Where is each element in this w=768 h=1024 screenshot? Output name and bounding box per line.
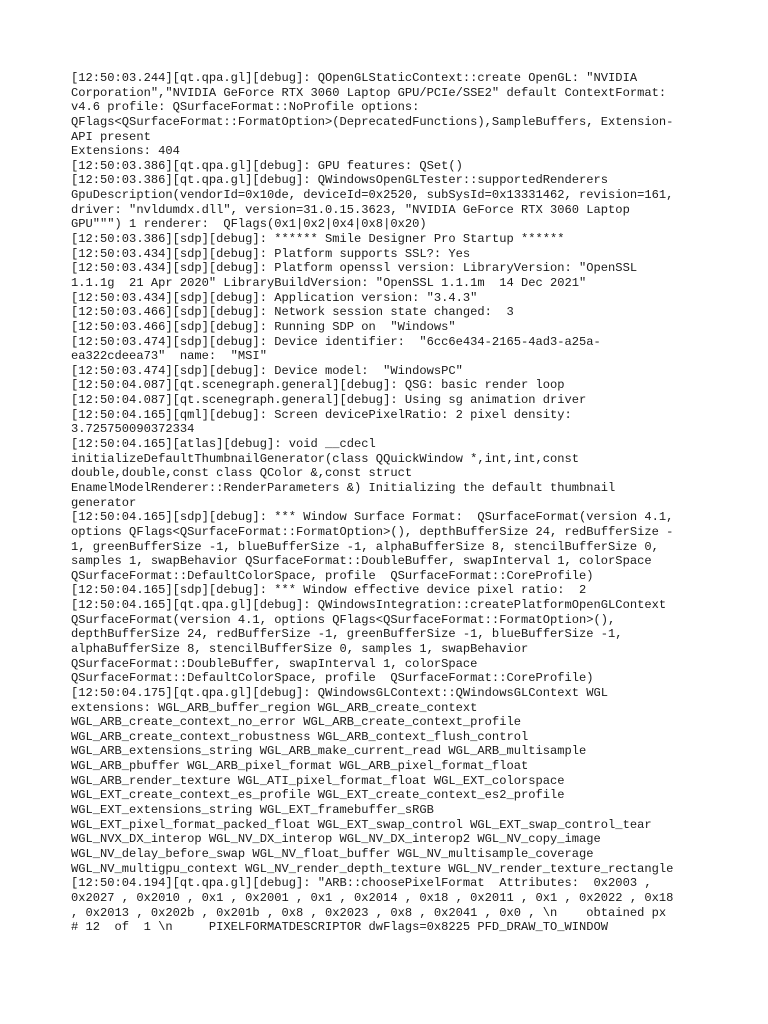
log-line: [12:50:03.474][sdp][debug]: Device identifier: "6cc6e434-2165-4ad3-a25a- — [71, 334, 601, 349]
log-line: [12:50:03.244][qt.qpa.gl][debug]: QOpenGLStaticContext::create OpenGL: "NVIDIA — [71, 71, 638, 85]
log-line: [12:50:03.386][qt.qpa.gl][debug]: GPU features: QSet() — [71, 158, 463, 173]
log-line: , 0x2013 , 0x202b , 0x201b , 0x8 , 0x2023 , 0x8 , 0x2041 , 0x0 , \n obtained px — [71, 905, 667, 920]
log-line: [12:50:04.165][sdp][debug]: *** Window effective device pixel ratio: 2 — [71, 583, 587, 598]
log-line: [12:50:03.386][sdp][debug]: ****** Smile Designer Pro Startup ****** — [71, 232, 565, 247]
debug-log-text — [71, 71, 711, 935]
log-line: WGL_ARB_render_texture WGL_ATI_pixel_format_float WGL_EXT_colorspace — [71, 773, 565, 788]
log-line: EnamelModelRenderer::RenderParameters &) Initializing the default thumbnail — [71, 480, 616, 495]
log-line: QSurfaceFormat::DoubleBuffer, swapInterval 1, colorSpace — [71, 656, 478, 671]
log-line: Extensions: 404 — [71, 144, 180, 159]
log-line: initializeDefaultThumbnailGenerator(class QQuickWindow *,int,int,const — [71, 451, 580, 466]
log-line: WGL_EXT_extensions_string WGL_EXT_framebuffer_sRGB — [71, 803, 434, 818]
log-line: WGL_NV_delay_before_swap WGL_NV_float_buffer WGL_NV_multisample_coverage — [71, 846, 594, 861]
log-line: [12:50:03.434][sdp][debug]: Application version: "3.4.3" — [71, 290, 478, 305]
log-line: [12:50:04.175][qt.qpa.gl][debug]: QWindowsGLContext::QWindowsGLContext WGL — [71, 685, 609, 700]
log-line: v4.6 profile: QSurfaceFormat::NoProfile options: — [71, 100, 420, 115]
log-line: QFlags<QSurfaceFormat::FormatOption>(DeprecatedFunctions),SampleBuffers, Extension- — [71, 114, 674, 129]
log-line: extensions: WGL_ARB_buffer_region WGL_ARB_create_context — [71, 700, 478, 715]
log-line: generator — [71, 495, 137, 510]
log-line: WGL_NVX_DX_interop WGL_NV_DX_interop WGL_NV_DX_interop2 WGL_NV_copy_image — [71, 832, 601, 847]
log-line: GPU""") 1 renderer: QFlags(0x1|0x2|0x4|0x8|0x20) — [71, 217, 427, 232]
log-line: QSurfaceFormat(version 4.1, options QFlags<QSurfaceFormat::FormatOption>(), — [71, 612, 616, 627]
log-line: [12:50:04.165][qml][debug]: Screen devicePixelRatio: 2 pixel density: — [71, 407, 572, 422]
log-line: WGL_EXT_create_context_es_profile WGL_EXT_create_context_es2_profile — [71, 788, 565, 803]
log-line: Corporation","NVIDIA GeForce RTX 3060 Laptop GPU/PCIe/SSE2" default ContextFormat: — [71, 85, 667, 100]
log-line: GpuDescription(vendorId=0x10de, deviceId=0x2520, subSysId=0x13331462, revision=161, — [71, 188, 674, 203]
log-line: [12:50:03.434][sdp][debug]: Platform openssl version: LibraryVersion: "OpenSSL — [71, 261, 638, 276]
log-line: samples 1, swapBehavior QSurfaceFormat::DoubleBuffer, swapInterval 1, colorSpace — [71, 554, 652, 569]
log-line: WGL_ARB_create_context_no_error WGL_ARB_create_context_profile — [71, 715, 521, 730]
log-line: [12:50:04.165][qt.qpa.gl][debug]: QWindowsIntegration::createPlatformOpenGLContext — [71, 598, 667, 613]
log-line: WGL_EXT_pixel_format_packed_float WGL_EXT_swap_control WGL_EXT_swap_control_tear — [71, 817, 652, 832]
log-line: 1.1.1g 21 Apr 2020" LibraryBuildVersion: "OpenSSL 1.1.1m 14 Dec 2021" — [71, 275, 587, 290]
log-line: QSurfaceFormat::DefaultColorSpace, profile QSurfaceFormat::CoreProfile) — [71, 671, 594, 686]
log-line: driver: "nvldumdx.dll", version=31.0.15.3623, "NVIDIA GeForce RTX 3060 Laptop — [71, 202, 630, 217]
log-line: # 12 of 1 \n PIXELFORMATDESCRIPTOR dwFlags=0x8225 PFD_DRAW_TO_WINDOW — [71, 920, 609, 935]
log-line: 3.725750090372334 — [71, 422, 195, 437]
log-line: 0x2027 , 0x2010 , 0x1 , 0x2001 , 0x1 , 0x2014 , 0x18 , 0x2011 , 0x1 , 0x2022 , 0x18 — [71, 890, 674, 905]
log-line: QSurfaceFormat::DefaultColorSpace, profile QSurfaceFormat::CoreProfile) — [71, 568, 594, 583]
log-line: [12:50:03.386][qt.qpa.gl][debug]: QWindowsOpenGLTester::supportedRenderers — [71, 173, 609, 188]
log-line: [12:50:04.087][qt.scenegraph.general][debug]: Using sg animation driver — [71, 393, 587, 408]
log-line: [12:50:03.466][sdp][debug]: Network session state changed: 3 — [71, 305, 514, 320]
log-line: [12:50:04.165][atlas][debug]: void __cdecl — [71, 437, 376, 452]
log-line: WGL_NV_multigpu_context WGL_NV_render_depth_texture WGL_NV_render_texture_rectangle — [71, 861, 674, 876]
log-line: [12:50:04.087][qt.scenegraph.general][debug]: QSG: basic render loop — [71, 378, 565, 393]
log-line: depthBufferSize 24, redBufferSize -1, greenBufferSize -1, blueBufferSize -1, — [71, 627, 623, 642]
log-line: options QFlags<QSurfaceFormat::FormatOption>(), depthBufferSize 24, redBufferSize - — [71, 524, 674, 539]
log-line: WGL_ARB_extensions_string WGL_ARB_make_current_read WGL_ARB_multisample — [71, 744, 587, 759]
log-line: API present — [71, 129, 151, 144]
log-line: 1, greenBufferSize -1, blueBufferSize -1, alphaBufferSize 8, stencilBufferSize 0, — [71, 539, 659, 554]
log-line: ea322cdeea73" name: "MSI" — [71, 349, 267, 364]
log-line: [12:50:04.165][sdp][debug]: *** Window Surface Format: QSurfaceFormat(version 4.1, — [71, 510, 674, 525]
log-line: double,double,const class QColor &,const struct — [71, 466, 413, 481]
log-line: [12:50:03.474][sdp][debug]: Device model: "WindowsPC" — [71, 363, 463, 378]
log-line: [12:50:04.194][qt.qpa.gl][debug]: "ARB::choosePixelFormat Attributes: 0x2003 , — [71, 876, 652, 891]
log-line: [12:50:03.466][sdp][debug]: Running SDP on "Windows" — [71, 319, 456, 334]
log-line: WGL_ARB_pbuffer WGL_ARB_pixel_format WGL_ARB_pixel_format_float — [71, 759, 529, 774]
log-line: alphaBufferSize 8, stencilBufferSize 0, samples 1, swapBehavior — [71, 641, 529, 656]
log-line: [12:50:03.434][sdp][debug]: Platform supports SSL?: Yes — [71, 246, 471, 261]
log-line: WGL_ARB_create_context_robustness WGL_ARB_context_flush_control — [71, 729, 529, 744]
